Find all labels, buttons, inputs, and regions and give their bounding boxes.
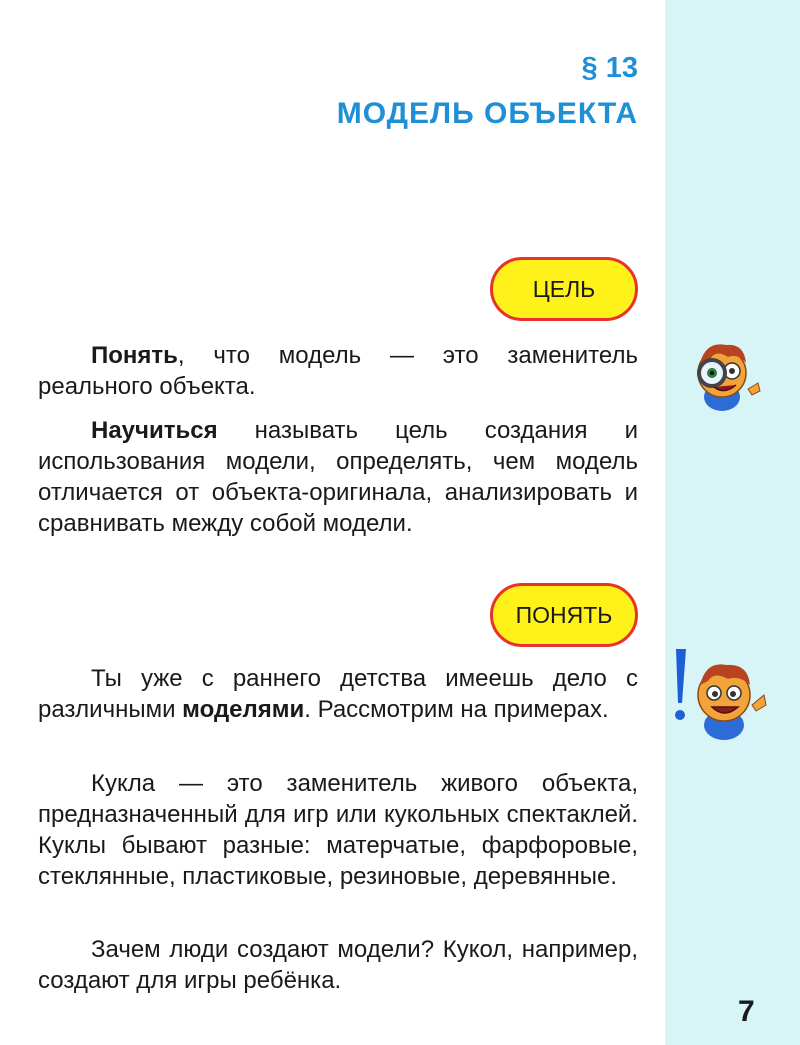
understand-badge-label: ПОНЯТЬ bbox=[515, 601, 613, 628]
goal-keyword-understand: Понять bbox=[91, 342, 178, 369]
body-paragraph-3: Зачем люди создают модели? Кукол, например, создают для игры ребёнка. bbox=[38, 936, 638, 994]
understand-badge bbox=[490, 583, 638, 647]
body-text-1b: . Рассмотрим на примерах. bbox=[304, 696, 609, 723]
chapter-title: МОДЕЛЬ ОБЪЕКТА bbox=[336, 97, 638, 130]
body-paragraph-1 bbox=[38, 663, 638, 725]
goal-text-2: называть цель создания и использования модели, определять, чем модель отличается от объекта-оригинала, анализировать и сравнивать между собой модели. bbox=[38, 417, 638, 537]
section-number: § 13 bbox=[581, 52, 638, 84]
body-paragraph-2: Кукла — это заменитель живого объекта, предназначенный для игр или кукольных спектаклей. Куклы бывают разные: матерчатые, фарфоровые, стеклянные, пластиковые, резиновые, деревянные. bbox=[38, 770, 638, 890]
goal-badge-label: ЦЕЛЬ bbox=[532, 275, 596, 302]
boy-with-magnifier-icon bbox=[680, 335, 765, 415]
page-number: 7 bbox=[738, 995, 755, 1028]
body-keyword-models: моделями bbox=[182, 696, 305, 723]
goal-badge bbox=[490, 257, 638, 321]
body-text-1a: Ты уже с раннего детства имеешь дело с различными bbox=[38, 665, 638, 723]
goal-text-1: , что модель — это заменитель реального объекта. bbox=[38, 342, 638, 400]
goal-keyword-learn: Научиться bbox=[91, 417, 218, 444]
boy-with-exclamation-icon bbox=[668, 645, 768, 745]
goal-paragraph-1 bbox=[38, 340, 638, 402]
goal-paragraph-2 bbox=[38, 415, 638, 539]
page-margin-strip bbox=[665, 0, 800, 1045]
